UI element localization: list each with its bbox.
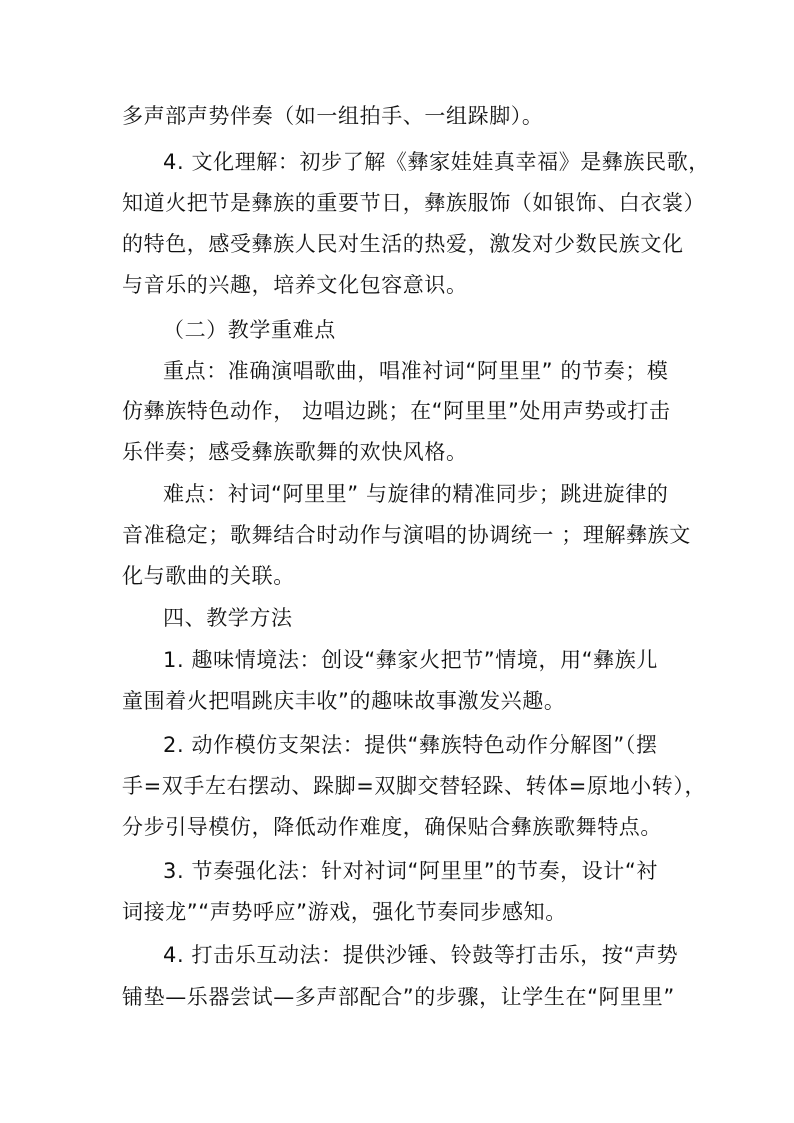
text-line: 1. 趣味情境法：创设“彝家火把节”情境，用“彝族儿 xyxy=(163,648,658,672)
text-line: 知道火把节是彝族的重要节日，彝族服饰（如银饰、白衣裳） xyxy=(122,191,706,215)
text-line: 的特色，感受彝族人民对生活的热爱，激发对少数民族文化 xyxy=(122,232,684,256)
text-line: 分步引导模仿，降低动作难度，确保贴合彝族歌舞特点。 xyxy=(122,815,662,839)
section-heading: 四、教学方法 xyxy=(163,606,293,630)
text-line: 童围着火把唱跳庆丰收”的趣味故事激发兴趣。 xyxy=(122,689,566,713)
text-line: 4. 打击乐互动法：提供沙锤、铃鼓等打击乐，按“声势 xyxy=(163,943,679,967)
text-line: 与音乐的兴趣，培养文化包容意识。 xyxy=(122,273,468,297)
text-line: 4. 文化理解：初步了解《彝家娃娃真幸福》是彝族民歌， xyxy=(163,150,710,174)
text-line: 重点：准确演唱歌曲，唱准衬词“阿里里” 的节奏；模 xyxy=(163,359,669,383)
text-line: 乐伴奏；感受彝族歌舞的欢快风格。 xyxy=(122,440,468,464)
text-line: 难点：衬词“阿里里” 与旋律的精准同步；跳进旋律的 xyxy=(163,482,669,506)
text-line: 铺垫—乐器尝试—多声部配合”的步骤，让学生在“阿里里” xyxy=(122,985,675,1009)
text-line: 化与歌曲的关联。 xyxy=(122,564,295,588)
text-line: 2. 动作模仿支架法：提供“彝族特色动作分解图”（摆 xyxy=(163,733,658,757)
text-line: 3. 节奏强化法：针对衬词“阿里里”的节奏，设计“衬 xyxy=(163,859,658,883)
section-heading: （二）教学重难点 xyxy=(163,318,336,342)
text-line: 仿彝族特色动作， 边唱边跳；在“阿里里”处用声势或打击 xyxy=(122,399,671,423)
text-line: 词接龙”“声势呼应”游戏，强化节奏同步感知。 xyxy=(122,900,567,924)
text-line: 多声部声势伴奏（如一组拍手、一组跺脚）。 xyxy=(122,104,544,128)
text-line: 手=双手左右摆动、跺脚=双脚交替轻跺、转体=原地小转）， xyxy=(122,774,707,798)
text-line: 音准稳定；歌舞结合时动作与演唱的协调统一 ；理解彝族文 xyxy=(122,523,691,547)
